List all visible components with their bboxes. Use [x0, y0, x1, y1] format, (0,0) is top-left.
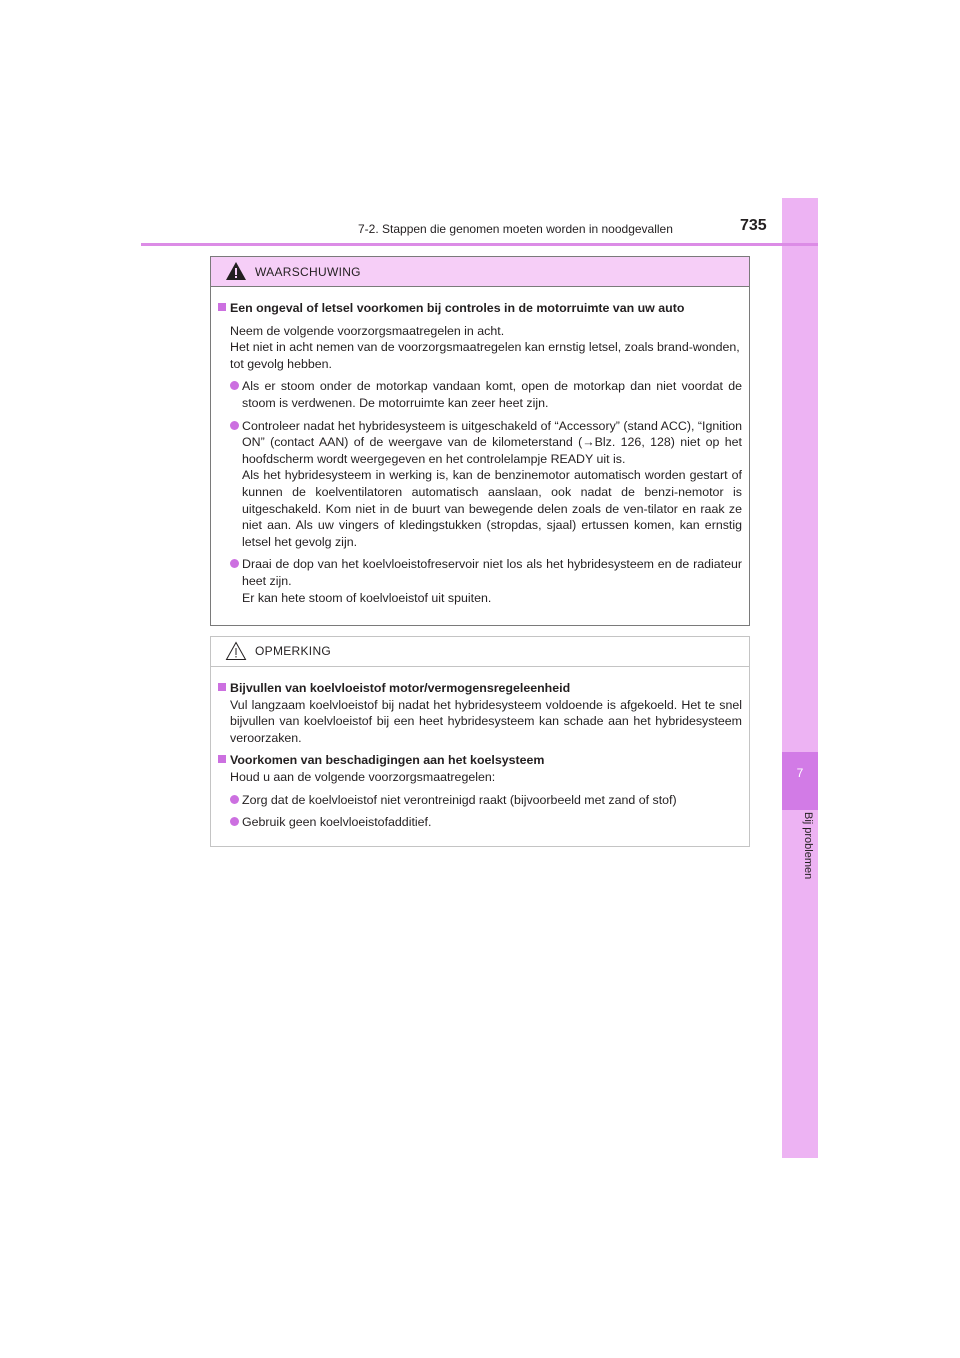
- notice-bullet-text: Gebruik geen koelvloeistofadditief.: [242, 815, 432, 830]
- notice-box: [210, 636, 750, 847]
- notice-box-header: [211, 637, 749, 667]
- caution-outline-icon: [225, 641, 247, 661]
- warning-bullet-text: Als er stoom onder de motorkap vandaan komt, open de motorkap dan niet voordat de stoom is verdwenen. De motorruimte kan zeer heet zijn.: [242, 379, 742, 410]
- circle-bullet-icon: [230, 421, 239, 430]
- warning-box-header: [211, 257, 749, 287]
- square-bullet-icon: [218, 755, 226, 763]
- header-rule: [141, 243, 818, 246]
- chapter-number-tab: [782, 752, 818, 810]
- warning-bullet: [218, 378, 742, 411]
- notice-bullet-text: Zorg dat de koelvloeistof niet verontreinigd raakt (bijvoorbeeld met zand of stof): [242, 792, 677, 807]
- warning-title: WAARSCHUWING: [255, 265, 361, 279]
- notice-body: [211, 667, 749, 831]
- notice-bullet: [218, 792, 742, 809]
- warning-bullet-text-2: Er kan hete stoom of koelvloeistof uit spuiten.: [242, 590, 492, 605]
- notice-title: OPMERKING: [255, 644, 332, 658]
- section-title: 7-2. Stappen die genomen moeten worden in noodgevallen: [358, 222, 673, 236]
- warning-intro-1: Neem de volgende voorzorgsmaatregelen in acht.: [230, 323, 505, 338]
- warning-bullet-text: Draai de dop van het koelvloeistofreservoir niet los als het hybridesysteem en de radiateur heet zijn.: [242, 557, 742, 588]
- warning-triangle-icon: [225, 261, 247, 281]
- chapter-number: 7: [796, 766, 804, 780]
- chapter-side-tab: [782, 198, 818, 1158]
- warning-heading-text: Een ongeval of letsel voorkomen bij controles in de motorruimte van uw auto: [230, 301, 685, 315]
- circle-bullet-icon: [230, 817, 239, 826]
- notice-heading-text: Voorkomen van beschadigingen aan het koelsysteem: [230, 753, 545, 768]
- warning-bullet: [218, 556, 742, 606]
- circle-bullet-icon: [230, 381, 239, 390]
- square-bullet-icon: [218, 303, 226, 311]
- warning-intro-2: Het niet in acht nemen van de voorzorgsmaatregelen kan ernstig letsel, zoals brand-wonden, tot gevolg hebben.: [230, 340, 740, 371]
- notice-heading-text: Bijvullen van koelvloeistof motor/vermogensregeleenheid: [230, 681, 571, 695]
- notice-paragraph: Houd u aan de volgende voorzorgsmaatregelen:: [230, 769, 496, 784]
- warning-bullet: [218, 418, 742, 551]
- warning-heading: [218, 300, 742, 317]
- warning-box: [210, 256, 750, 626]
- notice-heading: [218, 752, 742, 769]
- warning-bullet-text: Controleer nadat het hybridesysteem is uitgeschakeld of “Accessory” (stand ACC), “Ignition ON” (contact AAN) of de weergave van de kilometerstand (→Blz. 126, 128) niet op het hoofdscherm wordt weergegeven en het controlelampje READY uit is.: [242, 418, 742, 466]
- page-number: 735: [740, 217, 767, 234]
- warning-body: [211, 287, 749, 606]
- notice-heading: [218, 680, 742, 697]
- chapter-title: Bij problemen: [802, 812, 814, 880]
- circle-bullet-icon: [230, 795, 239, 804]
- notice-bullet: [218, 814, 742, 831]
- circle-bullet-icon: [230, 559, 239, 568]
- warning-intro: [218, 323, 742, 373]
- square-bullet-icon: [218, 683, 226, 691]
- warning-bullet-text-2: Als het hybridesysteem in werking is, kan de benzinemotor automatisch worden gestart of kunnen de koelventilatoren automatisch aanslaan, ook nadat de benzi-nemotor is uitgeschakeld. Kom niet in de buurt van bewegende delen zoals de ven-tilator en raak ze niet aan. Als uw vingers of kledingstukken (stropdas, sjaal) ertussen komen, kan ernstig letsel het gevolg zijn.: [242, 468, 742, 549]
- notice-paragraph: Vul langzaam koelvloeistof bij nadat het hybridesysteem voldoende is afgekoeld. Het te snel bijvullen van koelvloeistof bij een heet hybridesysteem kan schade aan het hybridesysteem veroorzaken.: [230, 697, 742, 745]
